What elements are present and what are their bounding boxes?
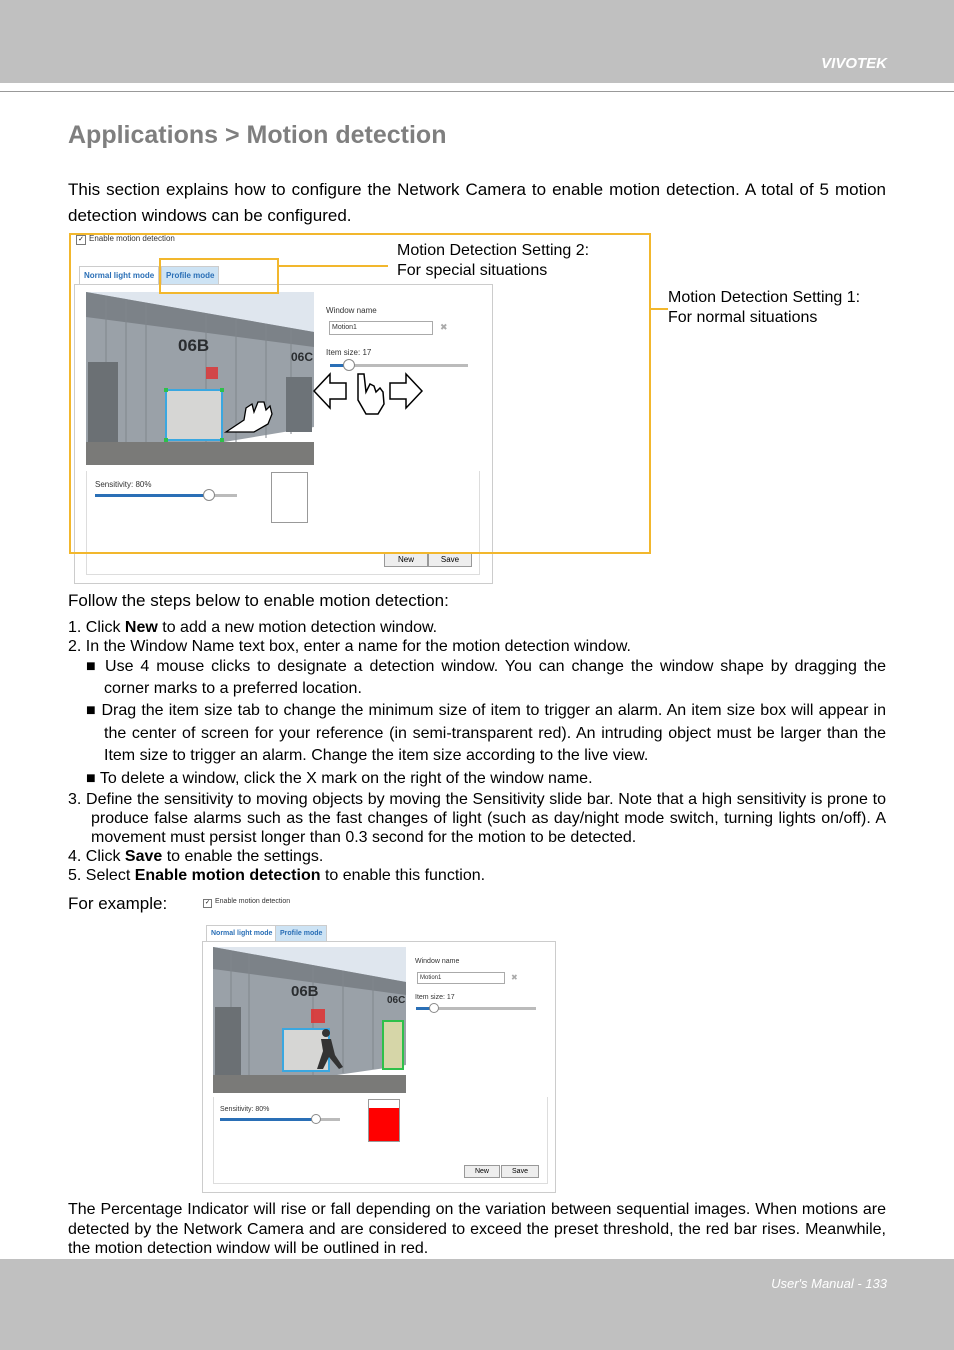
figure-2 [200,896,560,1196]
brand-logo: VIVOTEK [821,55,887,72]
sign-06c: 06C [291,350,314,364]
window-name-label: Window name [326,306,377,315]
callout-1-line-1: Motion Detection Setting 1: [668,289,861,306]
step-5: 5. Select Enable motion detection to enable this function. [68,866,486,884]
camera-view-2[interactable] [213,947,406,1093]
item-size-label: Item size: 17 [326,348,372,357]
enable-label: Enable motion detection [89,234,175,243]
sensitivity-label-2: Sensitivity: 80% [220,1106,270,1113]
header-bar [0,0,954,83]
save-button[interactable]: Save [428,552,472,567]
enable-label-2: Enable motion detection [215,898,291,905]
closing-paragraph: The Percentage Indicator will rise or fall depending on the variation between sequential images. When motions are detected by the Network Camera and are considered to exceed the preset threshold, the red bar rises. Meanwhile, the motion detection window will be outlined in red. [68,1201,886,1257]
step-2-bullet-3: ■ To delete a window, click the X mark on the right of the window name. [86,769,593,787]
intro-paragraph: This section explains how to configure the Network Camera to enable motion detection. A total of 5 motion detection windows can be configured. [68,180,886,225]
footer-bar [0,1259,954,1350]
callout-2-line-2: For special situations [397,262,548,279]
sign-06b: 06B [178,336,210,355]
tab-normal-light-mode-2[interactable]: Normal light mode [206,925,277,943]
setting-2-outline [159,258,279,294]
enable-checkbox-2[interactable]: ✓ [204,900,211,906]
tab-profile-mode[interactable]: Profile mode [161,266,219,286]
callout-setting-1 [668,288,860,328]
step-3: 3. Define the sensitivity to moving objects by moving the Sensitivity slide bar. Note that a high sensitivity is prone to produce false alarms such as the fast changes of light (such as day/night mode switch, turning lights on/off). A movement must persist longer than 0.3 second for the motion to be detected. [68,790,886,846]
callout-1-line-2: For normal situations [668,309,818,326]
page-title: Applications > Motion detection [68,121,447,149]
setting-1-outline [69,233,651,554]
setting-1-leader [649,308,668,310]
sign-06b-2: 06B [291,983,319,1000]
step-4: 4. Click Save to enable the settings. [68,847,324,865]
page-number: User's Manual - 133 [771,1276,887,1291]
delete-window-icon[interactable]: ✖ [440,322,448,332]
header-divider [0,91,954,92]
step-2: 2. In the Window Name text box, enter a name for the motion detection window. [68,638,631,655]
window-name-label-2: Window name [415,958,460,965]
step-2-bullet-1: ■ Use 4 mouse clicks to designate a detection window. You can change the window shape by dragging the corner marks to a preferred location. [86,658,886,697]
callout-2-line-1: Motion Detection Setting 2: [397,242,590,259]
item-size-label-2: Item size: 17 [415,994,455,1001]
new-button-2[interactable]: New [464,1165,500,1178]
setting-2-leader [277,265,388,267]
save-button-2[interactable]: Save [501,1165,539,1178]
delete-window-icon-2[interactable]: ✖ [511,973,518,982]
callout-setting-2 [397,241,589,281]
sign-06c-2: 06C [387,995,406,1006]
sensitivity-label: Sensitivity: 80% [95,480,152,489]
figure-1 [68,232,898,587]
new-button[interactable]: New [384,552,428,567]
step-2-bullet-2: ■ Drag the item size tab to change the minimum size of item to trigger an alarm. An item size box will appear in the center of screen for your reference (in semi-transparent red). An intruding object must be larger than the Item size to trigger an alarm. Change the item size according to the live view. [86,702,886,764]
tab-profile-mode-2[interactable]: Profile mode [275,925,327,943]
tab-normal-light-mode[interactable]: Normal light mode [79,266,159,286]
steps-intro: Follow the steps below to enable motion detection: [68,591,449,610]
example-label: For example: [68,894,168,913]
item-size-slider-knob-2[interactable] [429,1003,439,1013]
window-name-input[interactable]: Motion1 [329,321,433,335]
step-1: 1. Click New to add a new motion detection window. [68,619,438,636]
steps-list [68,618,886,885]
enable-checkbox[interactable]: ✓ [76,235,86,245]
window-name-input-2[interactable]: Motion1 [417,972,505,984]
